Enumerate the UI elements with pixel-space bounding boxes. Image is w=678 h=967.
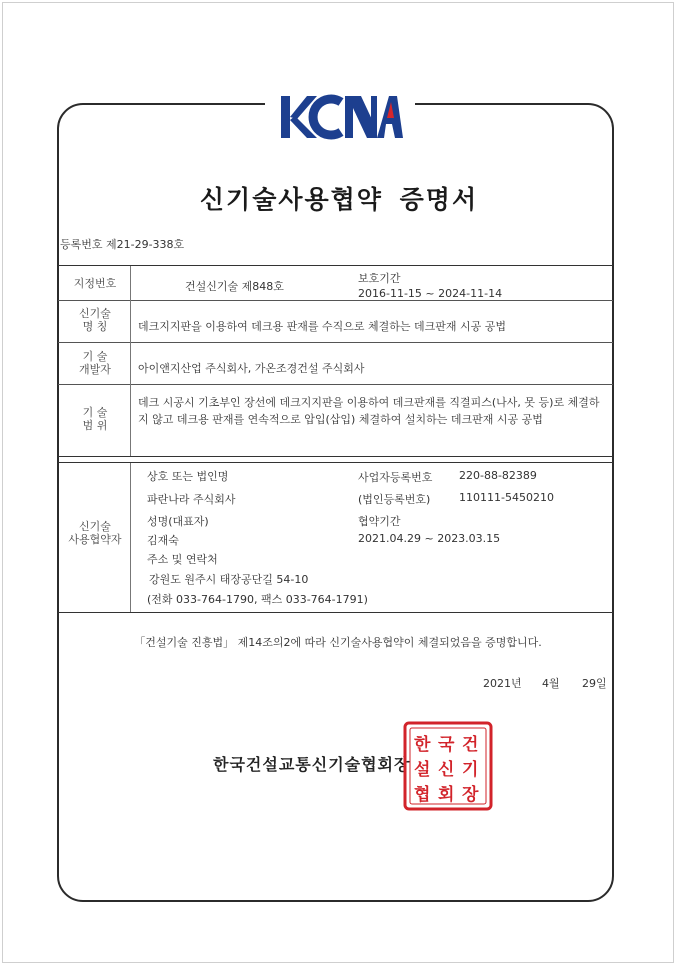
agreement-label-line: 사용협약자 bbox=[68, 533, 122, 546]
tech-name-label-line: 명 칭 bbox=[82, 320, 108, 333]
row-divider bbox=[58, 300, 613, 301]
period-label: 협약기간 bbox=[358, 515, 401, 528]
svg-text:한: 한 bbox=[414, 735, 431, 755]
address-label: 주소 및 연락처 bbox=[147, 553, 218, 566]
developer-value: 아이앤지산업 주식회사, 가온조경건설 주식회사 bbox=[138, 362, 365, 375]
scope-label bbox=[60, 406, 130, 432]
date-month: 4월 bbox=[542, 677, 560, 690]
period-value: 2021.04.29 ~ 2023.03.15 bbox=[358, 532, 501, 545]
date-year: 2021년 bbox=[483, 677, 522, 690]
registration-number: 등록번호 제21-29-338호 bbox=[60, 238, 185, 251]
corp-number-label: (법인등록번호) bbox=[358, 493, 431, 506]
logo-area bbox=[265, 86, 415, 148]
designation-value: 건설신기술 제848호 bbox=[185, 280, 284, 293]
corp-number-value: 110111-5450210 bbox=[459, 491, 554, 504]
kcna-logo-icon bbox=[273, 86, 407, 148]
representative-value: 김재숙 bbox=[147, 534, 179, 547]
table-bottom-line bbox=[58, 612, 613, 613]
biz-number-label: 사업자등록번호 bbox=[358, 471, 433, 484]
date-day: 29일 bbox=[582, 677, 607, 690]
tech-name-label-line: 신기술 bbox=[79, 307, 111, 320]
designation-label: 지정번호 bbox=[73, 277, 117, 290]
representative-label: 성명(대표자) bbox=[147, 515, 209, 528]
developer-label-line: 개발자 bbox=[79, 363, 111, 376]
address-value: 강원도 원주시 태장공단길 54-10 bbox=[149, 573, 309, 586]
tech-name-value: 데크지지판을 이용하여 데크용 판재를 수직으로 체결하는 데크판재 시공 공법 bbox=[138, 320, 507, 333]
protection-value: 2016-11-15 ~ 2024-11-14 bbox=[358, 287, 503, 300]
protection-label: 보호기간 bbox=[358, 272, 401, 285]
scope-value: 데크 시공시 기초부인 장선에 데크지지판을 이용하여 데크판재를 직결피스(나사, 못 등)로 체결하지 않고 데크용 판재를 연속적으로 압입(삽입) 체결하여 설치하는 데크판재 시공 공법 bbox=[138, 396, 600, 426]
agreement-section-label bbox=[58, 520, 132, 546]
svg-text:건: 건 bbox=[462, 735, 479, 755]
document-title: 신기술사용협약 증명서 bbox=[199, 185, 479, 214]
contact-value: (전화 033-764-1790, 팩스 033-764-1791) bbox=[147, 593, 368, 606]
developer-label-line: 기 술 bbox=[82, 350, 108, 363]
row-divider bbox=[58, 342, 613, 343]
company-value: 파란나라 주식회사 bbox=[147, 493, 236, 506]
row-divider bbox=[58, 384, 613, 385]
table-top-line bbox=[58, 265, 613, 266]
certification-statement: 「건설기술 진흥법」 제14조의2에 따라 신기술사용협약이 체결되었음을 증명합니다. bbox=[134, 636, 542, 649]
column-divider bbox=[130, 266, 131, 456]
svg-text:기: 기 bbox=[462, 760, 479, 780]
svg-text:설: 설 bbox=[414, 760, 431, 780]
svg-text:회: 회 bbox=[438, 785, 455, 805]
tech-name-label bbox=[60, 307, 130, 333]
section-divider bbox=[58, 462, 613, 463]
agreement-label-line: 신기술 bbox=[79, 520, 111, 533]
section-divider bbox=[58, 456, 613, 457]
official-seal-icon bbox=[402, 720, 494, 812]
company-label: 상호 또는 법인명 bbox=[147, 470, 229, 483]
scope-label-line: 기 술 bbox=[82, 406, 108, 419]
svg-text:협: 협 bbox=[414, 785, 431, 805]
svg-text:국: 국 bbox=[438, 735, 455, 755]
scope-label-line: 범 위 bbox=[82, 419, 108, 432]
svg-text:신: 신 bbox=[438, 760, 455, 780]
issuer-name: 한국건설교통신기술협회장 bbox=[213, 755, 411, 774]
svg-text:장: 장 bbox=[462, 785, 479, 805]
developer-label bbox=[60, 350, 130, 376]
biz-number-value: 220-88-82389 bbox=[459, 469, 537, 482]
